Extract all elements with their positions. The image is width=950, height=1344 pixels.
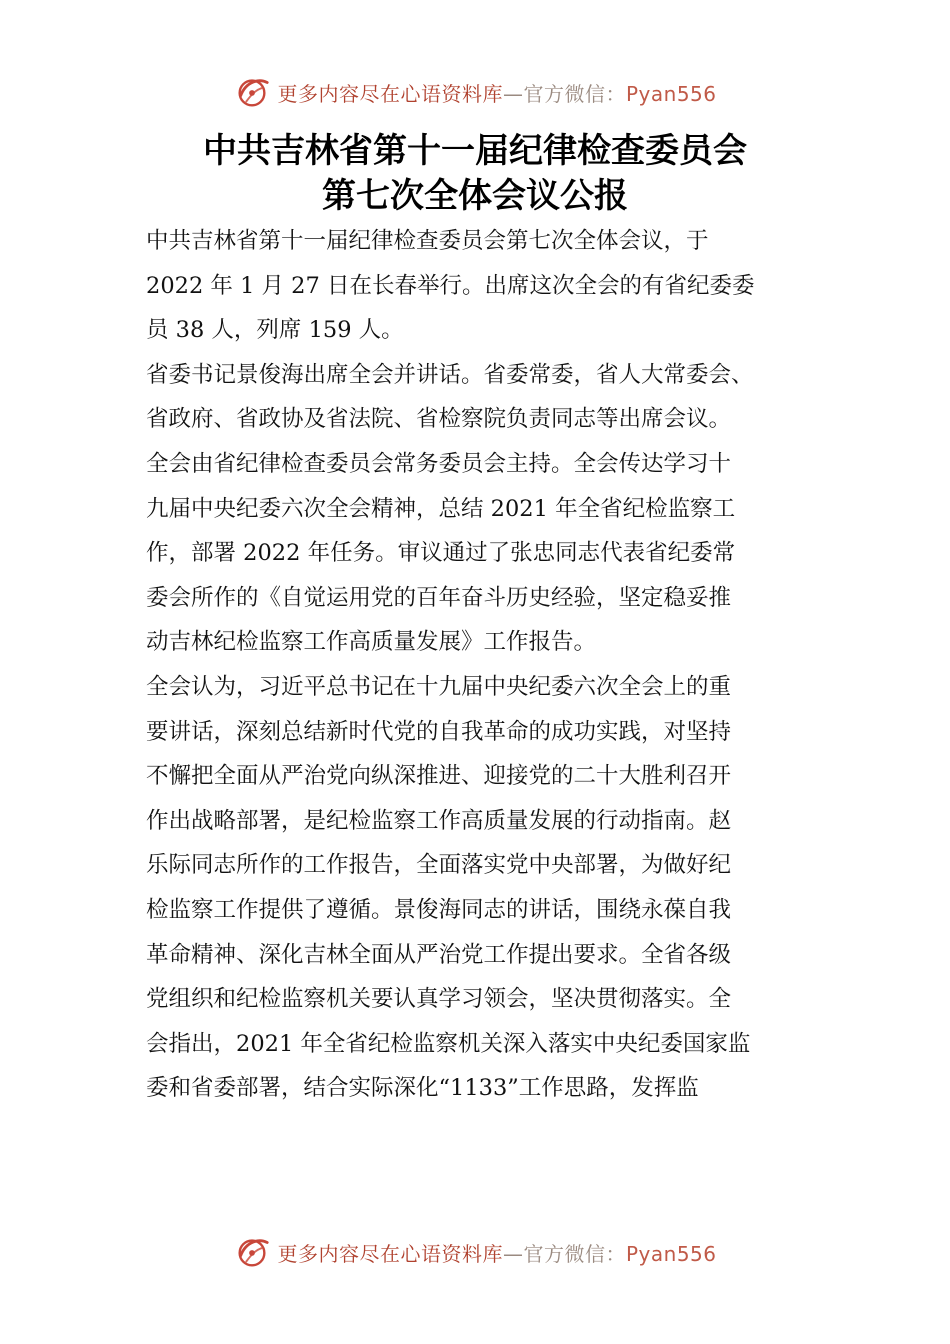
body-line: 革命精神、深化吉林全面从严治党工作提出要求。全省各级 xyxy=(146,941,732,968)
watermark-label: 官方微信： xyxy=(523,1241,626,1266)
watermark-label: 官方微信： xyxy=(523,81,626,106)
body-line: 委会所作的《自觉运用党的百年奋斗历史经验，坚定稳妥推 xyxy=(146,584,732,611)
watermark-main-text: 更多内容尽在心语资料库 xyxy=(277,81,503,106)
watermark-header xyxy=(0,70,950,114)
body-line: 动吉林纪检监察工作高质量发展》工作报告。 xyxy=(146,629,597,656)
body-line: 2022 年 1 月 27 日在长春举行。出席这次全会的有省纪委委 xyxy=(146,272,755,299)
body-line: 省委书记景俊海出席全会并讲话。省委常委，省人大常委会、 xyxy=(146,361,754,388)
body-line: 检监察工作提供了遵循。景俊海同志的讲话，围绕永葆自我 xyxy=(146,896,732,923)
watermark-dash: — xyxy=(502,81,524,106)
body-line: 全会认为，习近平总书记在十九届中央纪委六次全会上的重 xyxy=(146,673,732,700)
watermark-dash: — xyxy=(502,1241,524,1266)
body-line: 乐际同志所作的工作报告，全面落实党中央部署，为做好纪 xyxy=(146,852,732,879)
body-line: 委和省委部署，结合实际深化“1133”工作思路，发挥监 xyxy=(146,1075,699,1102)
watermark-footer xyxy=(0,1230,950,1274)
logo-icon xyxy=(233,1233,271,1271)
document-title-line-1: 中共吉林省第十一届纪律检查委员会 xyxy=(203,131,747,171)
body-line: 中共吉林省第十一届纪律检查委员会第七次全体会议，于 xyxy=(146,228,709,254)
watermark-account: Pyan556 xyxy=(625,81,717,106)
body-line: 省政府、省政协及省法院、省检察院负责同志等出席会议。 xyxy=(146,406,732,433)
document-body xyxy=(146,219,822,1111)
body-line: 要讲话，深刻总结新时代党的自我革命的成功实践，对坚持 xyxy=(146,718,732,745)
body-line: 员 38 人，列席 159 人。 xyxy=(146,317,404,344)
body-line: 全会由省纪律检查委员会常务委员会主持。全会传达学习十 xyxy=(146,450,732,477)
watermark-account: Pyan556 xyxy=(625,1241,717,1266)
document-title-line-2: 第七次全体会议公报 xyxy=(322,176,628,216)
body-line: 会指出，2021 年全省纪检监察机关深入落实中央纪委国家监 xyxy=(146,1030,751,1057)
body-line: 作出战略部署，是纪检监察工作高质量发展的行动指南。赵 xyxy=(146,807,732,834)
body-line: 不懈把全面从严治党向纵深推进、迎接党的二十大胜利召开 xyxy=(146,763,732,790)
watermark-main-text: 更多内容尽在心语资料库 xyxy=(277,1241,503,1266)
body-line: 党组织和纪检监察机关要认真学习领会，坚决贯彻落实。全 xyxy=(146,986,732,1013)
body-line: 作，部署 2022 年任务。审议通过了张忠同志代表省纪委常 xyxy=(146,540,736,567)
logo-icon xyxy=(233,73,271,111)
body-line: 九届中央纪委六次全会精神，总结 2021 年全省纪检监察工 xyxy=(146,495,736,522)
